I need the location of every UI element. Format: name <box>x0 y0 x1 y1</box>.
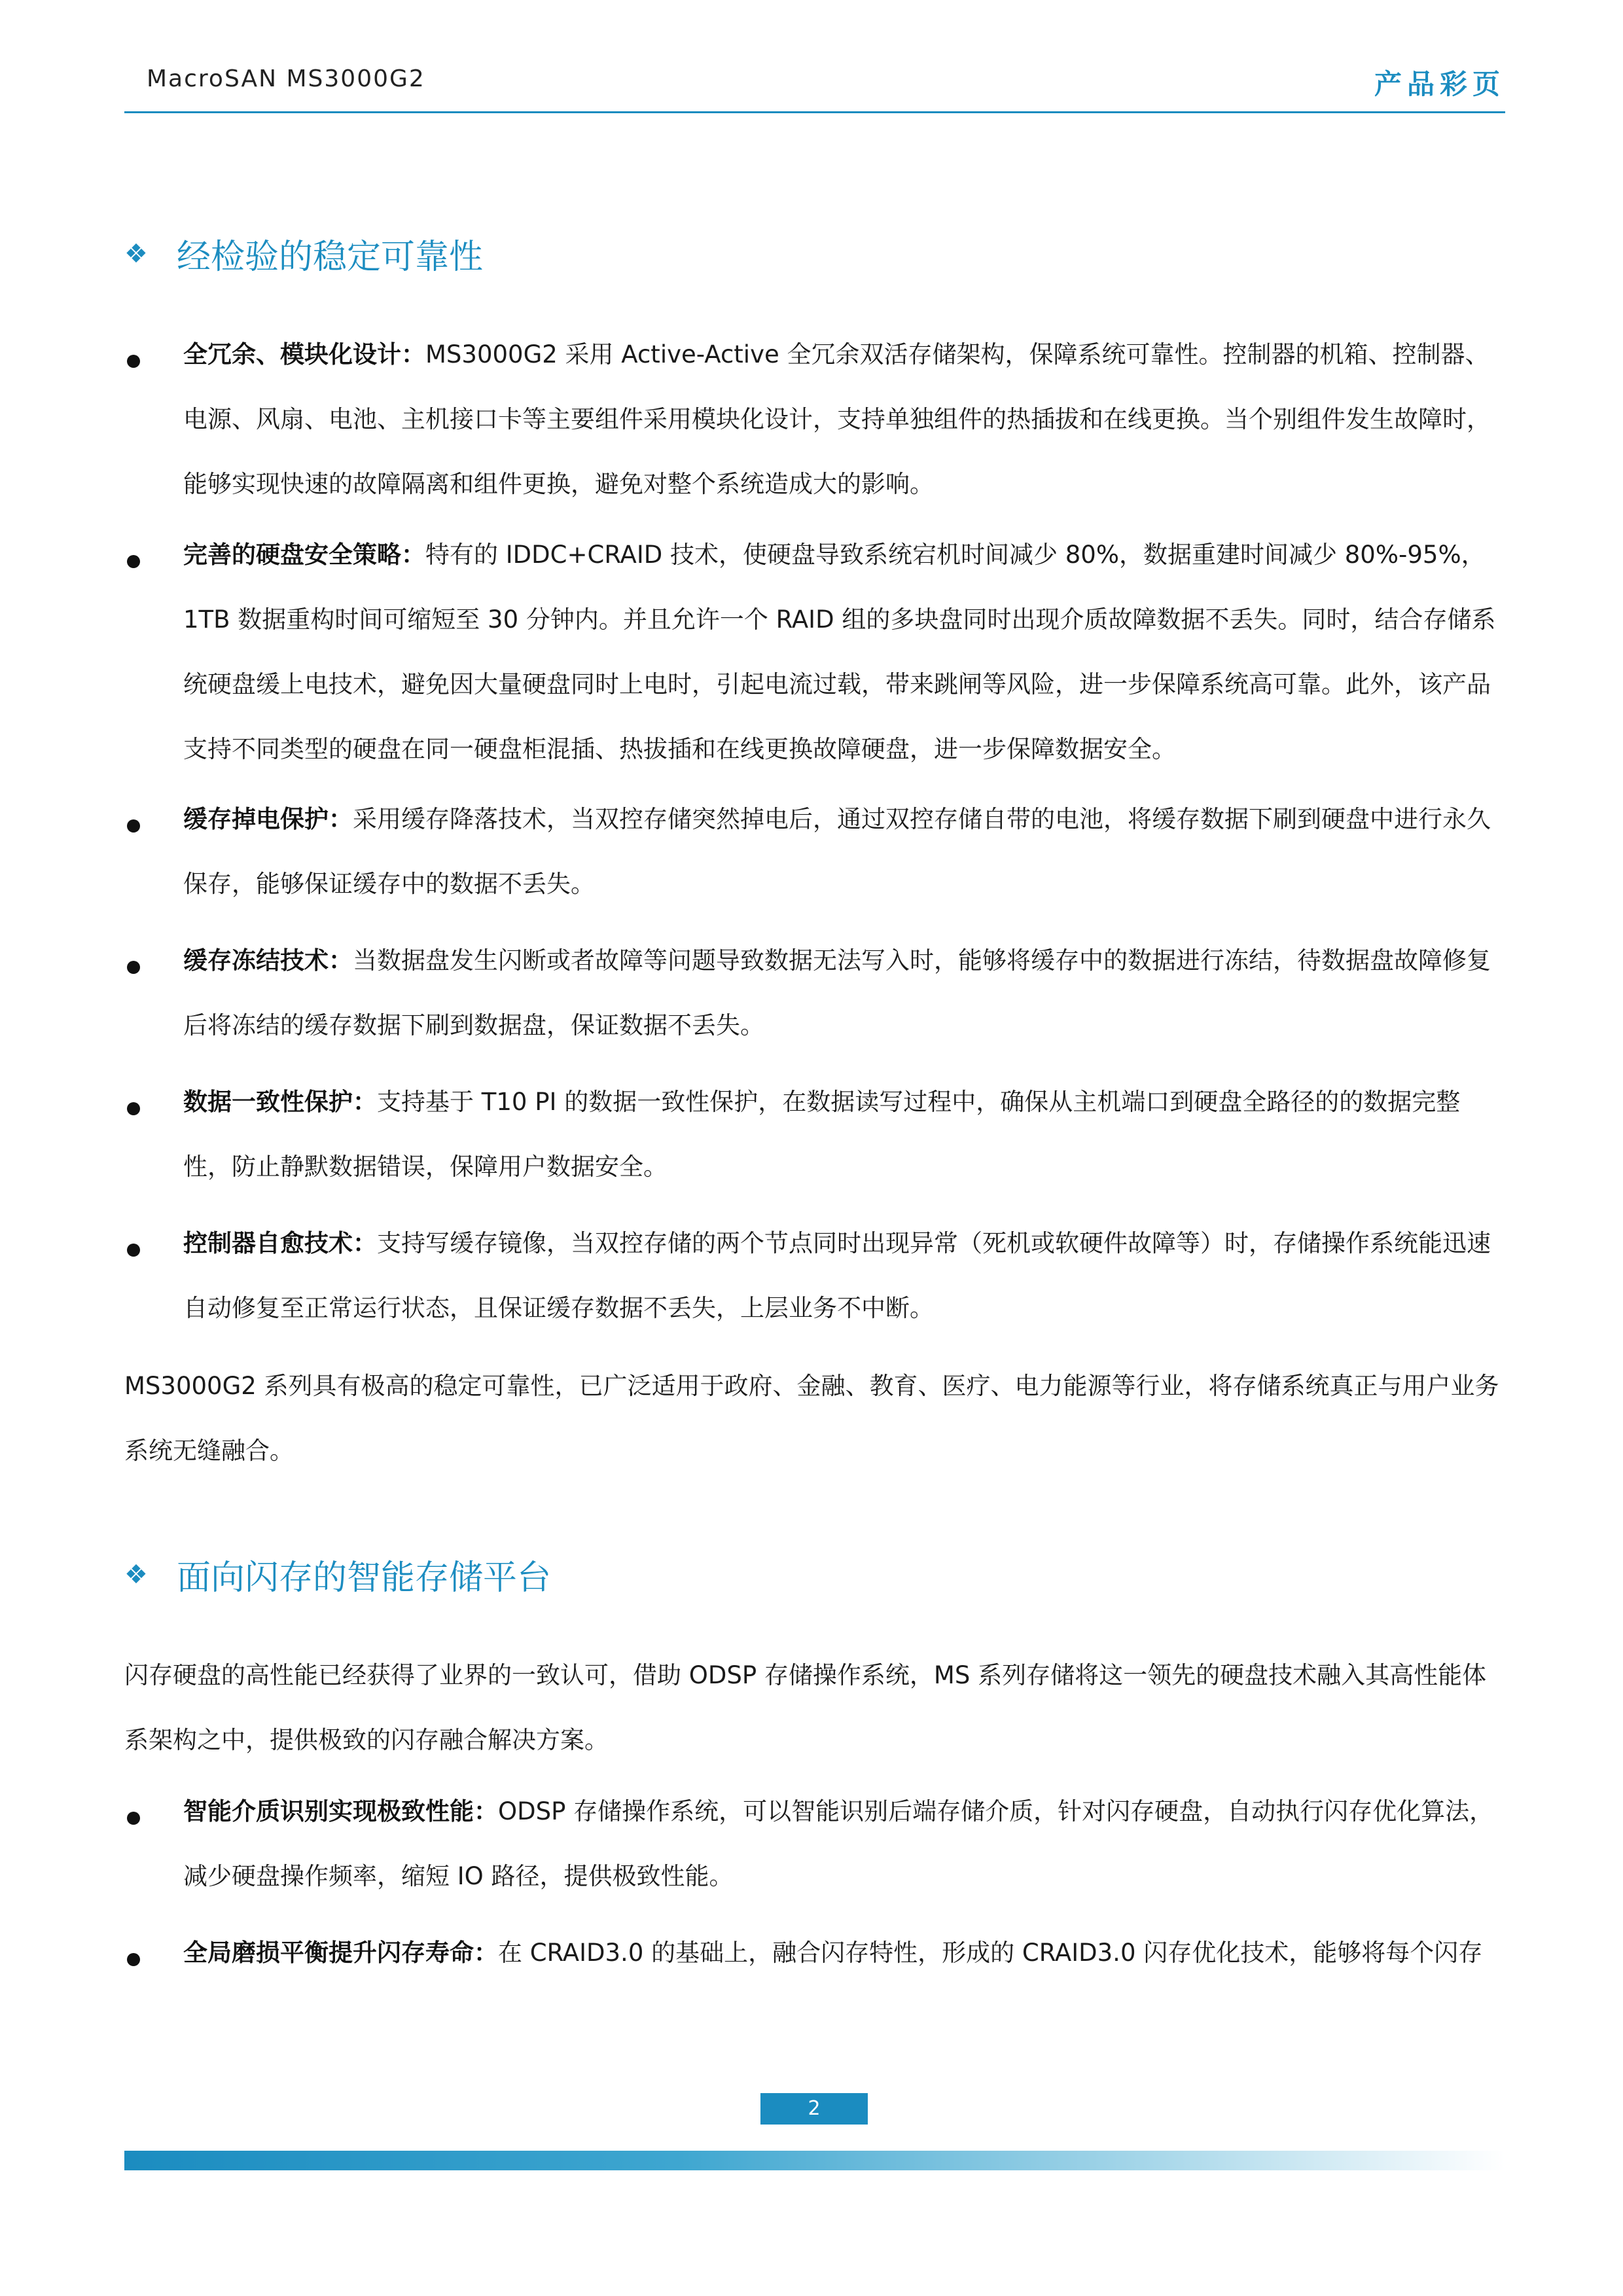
bullet-text: 控制器自愈技术：支持写缓存镜像，当双控存储的两个节点同时出现异常（死机或软硬件故障等）时，存储操作系统能迅速自动修复至正常运行状态，且保证缓存数据不丢失，上层业务不中断。 <box>183 1229 1491 1322</box>
bullet-dot-icon <box>124 946 183 1058</box>
bullet-dot-icon <box>124 1797 183 1909</box>
diamond-bullet-icon: ❖ <box>124 238 148 269</box>
section-summary: MS3000G2 系列具有极高的稳定可靠性，已广泛适用于政府、金融、教育、医疗、电力能源等行业，将存储系统真正与用户业务系统无缝融合。 <box>124 1372 1499 1465</box>
bullet-dot-icon <box>124 1229 183 1340</box>
section-intro: 闪存硬盘的高性能已经获得了业界的一致认可，借助 ODSP 存储操作系统，MS 系列存储将这一领先的硬盘技术融入其高性能体系架构之中，提供极致的闪存融合解决方案。 <box>124 1661 1487 1754</box>
list-item <box>124 805 1505 916</box>
bullet-dot-icon <box>124 1088 183 1199</box>
bullet-text: 缓存掉电保护：采用缓存降落技术，当双控存储突然掉电后，通过双控存储自带的电池，将缓存数据下刷到硬盘中进行永久保存，能够保证缓存中的数据不丢失。 <box>183 805 1491 898</box>
bullet-dot-icon <box>124 805 183 916</box>
page-number: 2 <box>760 2093 868 2125</box>
section-heading-reliability <box>124 229 483 278</box>
header-product-name: MacroSAN MS3000G2 <box>147 65 425 92</box>
section-heading-flash <box>124 1550 551 1599</box>
bullet-text: 全局磨损平衡提升闪存寿命：在 CRAID3.0 的基础上，融合闪存特性，形成的 CRAID3.0 闪存优化技术，能够将每个闪存 <box>183 1939 1483 1967</box>
list-item <box>124 1939 1505 1985</box>
bullet-dot-icon <box>124 340 183 516</box>
bullet-text: 智能介质识别实现极致性能：ODSP 存储操作系统，可以智能识别后端存储介质，针对闪存硬盘，自动执行闪存优化算法，减少硬盘操作频率，缩短 IO 路径，提供极致性能。 <box>183 1797 1494 1890</box>
list-item <box>124 541 1505 781</box>
section-title: 面向闪存的智能存储平台 <box>177 1558 552 1598</box>
bullet-text: 数据一致性保护：支持基于 T10 PI 的数据一致性保护，在数据读写过程中，确保从主机端口到硬盘全路径的的数据完整性，防止静默数据错误，保障用户数据安全。 <box>183 1088 1461 1181</box>
bullet-text: 全冗余、模块化设计：MS3000G2 采用 Active-Active 全冗余双活存储架构，保障系统可靠性。控制器的机箱、控制器、电源、风扇、电池、主机接口卡等主要组件采用模块化设计，支持单独组件的热插拔和在线更换。当个别组件发生故障时，能够实现快速的故障隔离和组件更换，避免对整个系统造成大的影响。 <box>183 340 1491 498</box>
list-item <box>124 946 1505 1058</box>
list-item <box>124 1088 1505 1199</box>
bullet-dot-icon <box>124 541 183 781</box>
section-title: 经检验的稳定可靠性 <box>177 238 484 277</box>
list-item <box>124 340 1505 516</box>
bullet-text: 缓存冻结技术：当数据盘发生闪断或者故障等问题导致数据无法写入时，能够将缓存中的数据进行冻结，待数据盘故障修复后将冻结的缓存数据下刷到数据盘，保证数据不丢失。 <box>183 946 1491 1039</box>
footer-gradient-bar <box>124 2151 1505 2170</box>
bullet-text: 完善的硬盘安全策略：特有的 IDDC+CRAID 技术，使硬盘导致系统宕机时间减少 80%，数据重建时间减少 80%-95%，1TB 数据重构时间可缩短至 30 分钟内。并且允许一个 RAID 组的多块盘同时出现介质故障数据不丢失。同时，结合存储系统硬盘缓上电技术，避免因大量硬盘同时上电时，引起电流过载，带来跳闸等风险，进一步保障系统高可靠。此外，该产品支持不同类型的硬盘在同一硬盘柜混插、热拔插和在线更换故障硬盘，进一步保障数据安全。 <box>183 541 1496 763</box>
header-divider <box>124 111 1505 113</box>
header-doc-type: 产品彩页 <box>1374 68 1505 100</box>
list-item <box>124 1229 1505 1340</box>
list-item <box>124 1797 1505 1909</box>
diamond-bullet-icon: ❖ <box>124 1559 148 1590</box>
bullet-dot-icon <box>124 1939 183 1985</box>
